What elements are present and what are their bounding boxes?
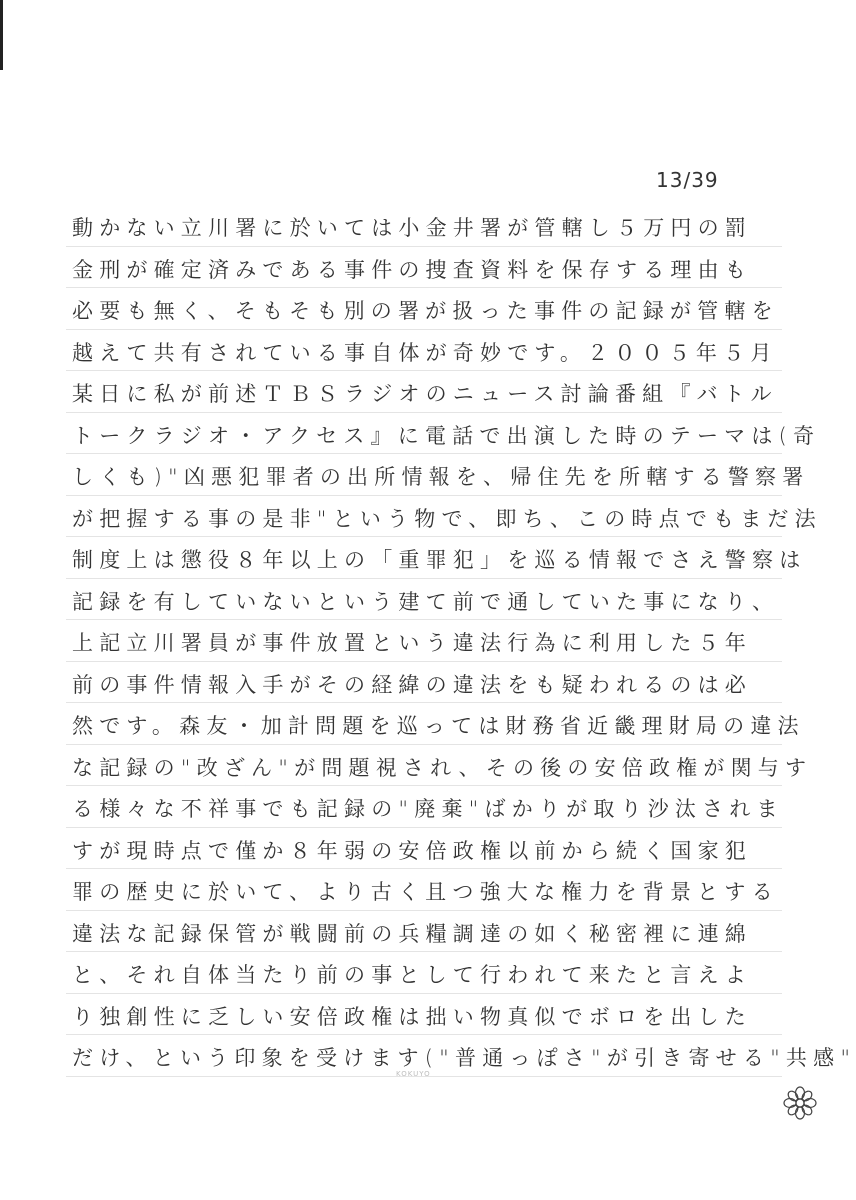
text-line: しくも)"凶悪犯罪者の出所情報を、帰住先を所轄する警察署: [72, 465, 810, 489]
text-line: 金刑が確定済みである事件の捜査資料を保存する理由も: [72, 257, 752, 282]
footer-brand: KOKUYO: [396, 1070, 431, 1078]
text-line: 制度上は懲役８年以上の「重罪犯」を巡る情報でさえ警察は: [72, 548, 807, 572]
text-line: と、それ自体当たり前の事として行われて来たと言えよ: [72, 963, 752, 987]
text-line: 罪の歴史に於いて、より古く且つ強大な権力を背景とする: [72, 880, 779, 904]
text-line: 然です。森友・加計問題を巡っては財務省近畿理財局の違法: [72, 714, 805, 738]
text-line: 某日に私が前述ＴＢＳラジオのニュース討論番組『バトル: [72, 382, 778, 406]
text-line: 違法な記録保管が戦闘前の兵糧調達の如く秘密裡に連綿: [72, 921, 752, 946]
text-line: 越えて共有されている事自体が奇妙です。２００５年５月: [72, 340, 778, 365]
page-number: 13/39: [656, 168, 719, 192]
text-line: な記録の"改ざん"が問題視され、その後の安倍政権が関与す: [72, 755, 813, 780]
text-line: 前の事件情報入手がその経緯の違法をも疑われるのは必: [72, 672, 752, 697]
text-line: 必要も無く、そもそも別の署が扱った事件の記録が管轄を: [72, 299, 779, 323]
text-line: り独創性に乏しい安倍政権は拙い物真似でボロを出した: [72, 1004, 752, 1029]
text-line: トークラジオ・アクセス』に電話で出演した時のテーマは(奇: [72, 423, 821, 448]
handwritten-text-block: [72, 208, 856, 1080]
text-line: 動かない立川署に於いては小金井署が管轄し５万円の罰: [72, 216, 752, 240]
text-line: 上記立川署員が事件放置という違法行為に利用した５年: [72, 631, 752, 655]
text-line: が把握する事の是非"という物で、即ち、この時点でもまだ法: [72, 506, 822, 531]
text-line: る様々な不祥事でも記録の"廃棄"ばかりが取り沙汰されま: [72, 797, 784, 821]
sakura-stamp-icon: [782, 1085, 818, 1121]
text-line: 記録を有していないという建て前で通していた事になり、: [72, 589, 780, 614]
text-line: だけ、という印象を受けます("普通っぽさ"が引き寄せる"共感": [72, 1046, 856, 1070]
text-line: すが現時点で僅か８年弱の安倍政権以前から続く国家犯: [72, 838, 752, 863]
page-edge-mark: [0, 0, 3, 70]
